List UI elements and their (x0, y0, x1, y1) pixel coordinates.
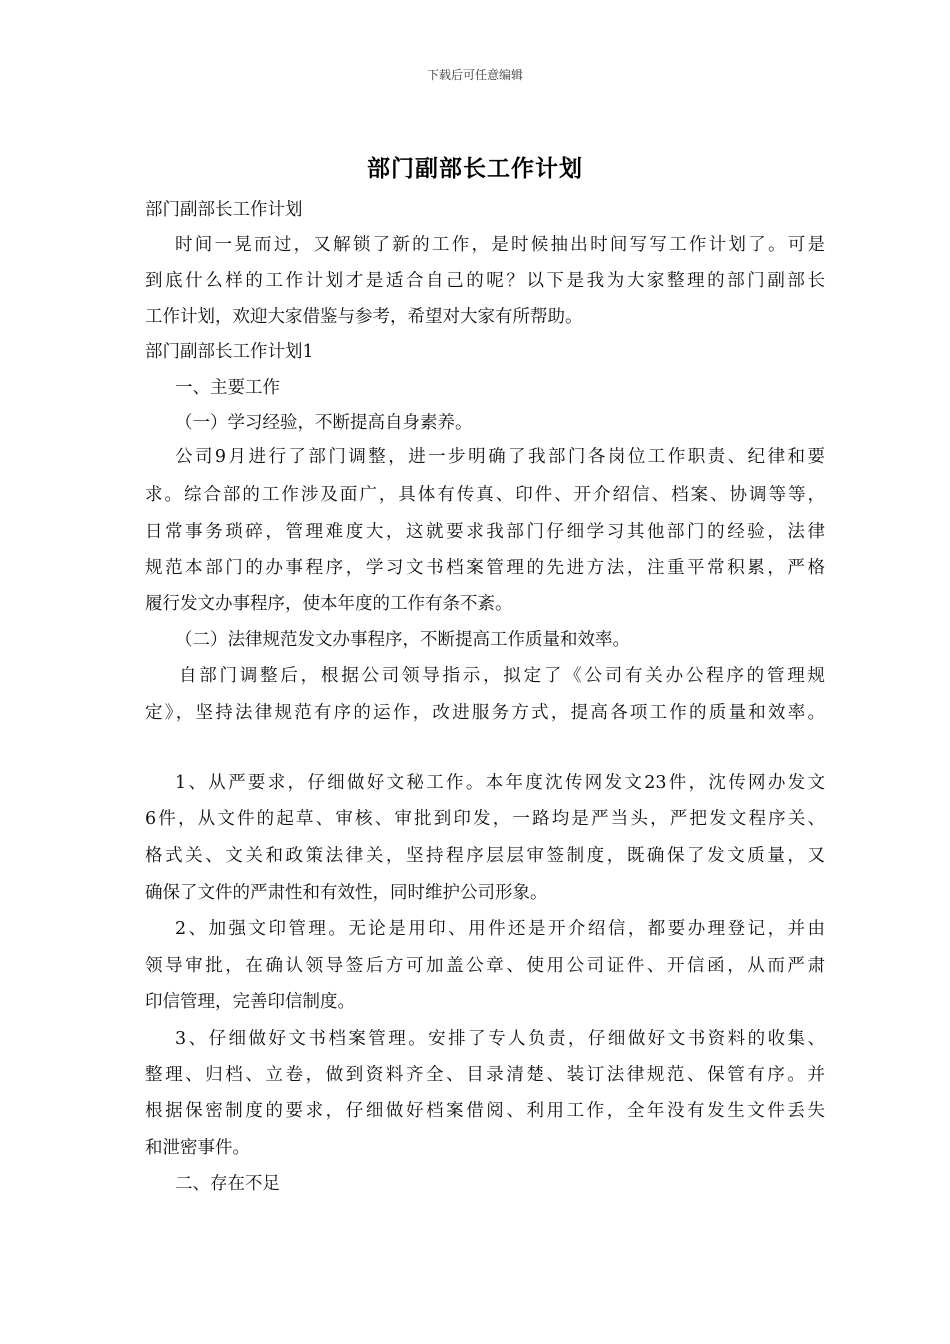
paragraph-line: 公司9月进行了部门调整，进一步明确了我部门各岗位工作职责、纪律和要 (175, 447, 825, 467)
paragraph-line: 求。综合部的工作涉及面广，具体有传真、印件、开介绍信、档案、协调等等， (145, 485, 825, 505)
document-title: 部门副部长工作计划 (367, 155, 583, 182)
paragraph-line: 二、存在不足 (175, 1174, 280, 1194)
paragraph-line: 到底什么样的工作计划才是适合自己的呢？以下是我为大家整理的部门副部长 (145, 271, 825, 291)
paragraph-line: 日常事务琐碎，管理难度大，这就要求我部门仔细学习其他部门的经验，法律 (145, 522, 825, 542)
paragraph-line: （二）法律规范发文办事程序，不断提高工作质量和效率。 (175, 630, 630, 650)
paragraph-line: 1、从严要求，仔细做好文秘工作。本年度沈传网发文23件，沈传网办发文 (175, 773, 825, 793)
paragraph-line: 和泄密事件。 (145, 1138, 250, 1158)
paragraph-line: 整理、归档、立卷，做到资料齐全、目录清楚、装订法律规范、保管有序。并 (145, 1065, 825, 1085)
paragraph-line: 根据保密制度的要求，仔细做好档案借阅、利用工作，全年没有发生文件丢失 (145, 1101, 825, 1121)
paragraph-line: 2、加强文印管理。无论是用印、用件还是开介绍信，都要办理登记，并由 (175, 919, 825, 939)
paragraph-line: 定》，坚持法律规范有序的运作，改进服务方式，提高各项工作的质量和效率。 (145, 703, 825, 723)
paragraph-line: 印信管理，完善印信制度。 (145, 992, 355, 1012)
header-note: 下载后可任意编辑 (426, 68, 523, 82)
paragraph-line: 格式关、文关和政策法律关，坚持程序层层审签制度，既确保了发文质量，又 (145, 846, 825, 866)
paragraph-line: 工作计划，欢迎大家借鉴与参考，希望对大家有所帮助。 (145, 307, 583, 327)
paragraph-line: 规范本部门的办事程序，学习文书档案管理的先进方法，注重平常积累，严格 (145, 558, 825, 578)
paragraph-line: 部门副部长工作计划 (145, 200, 303, 220)
paragraph-line: 自部门调整后，根据公司领导指示，拟定了《公司有关办公程序的管理规 (179, 666, 825, 686)
paragraph-line: 履行发文办事程序，使本年度的工作有条不紊。 (145, 594, 513, 614)
paragraph-line: 3、仔细做好文书档案管理。安排了专人负责，仔细做好文书资料的收集、 (175, 1029, 825, 1049)
paragraph-line: 领导审批，在确认领导签后方可加盖公章、使用公司证件、开信函，从而严肃 (145, 956, 825, 976)
paragraph-line: 6件，从文件的起草、审核、审批到印发，一路均是严当头，严把发文程序关、 (145, 809, 825, 829)
paragraph-line: 一、主要工作 (175, 378, 280, 398)
paragraph-line: 确保了文件的严肃性和有效性，同时维护公司形象。 (145, 883, 548, 903)
paragraph-line: 时间一晃而过，又解锁了新的工作，是时候抽出时间写写工作计划了。可是 (175, 235, 825, 255)
paragraph-line: （一）学习经验，不断提高自身素养。 (175, 413, 473, 433)
paragraph-line: 部门副部长工作计划1 (145, 342, 314, 362)
